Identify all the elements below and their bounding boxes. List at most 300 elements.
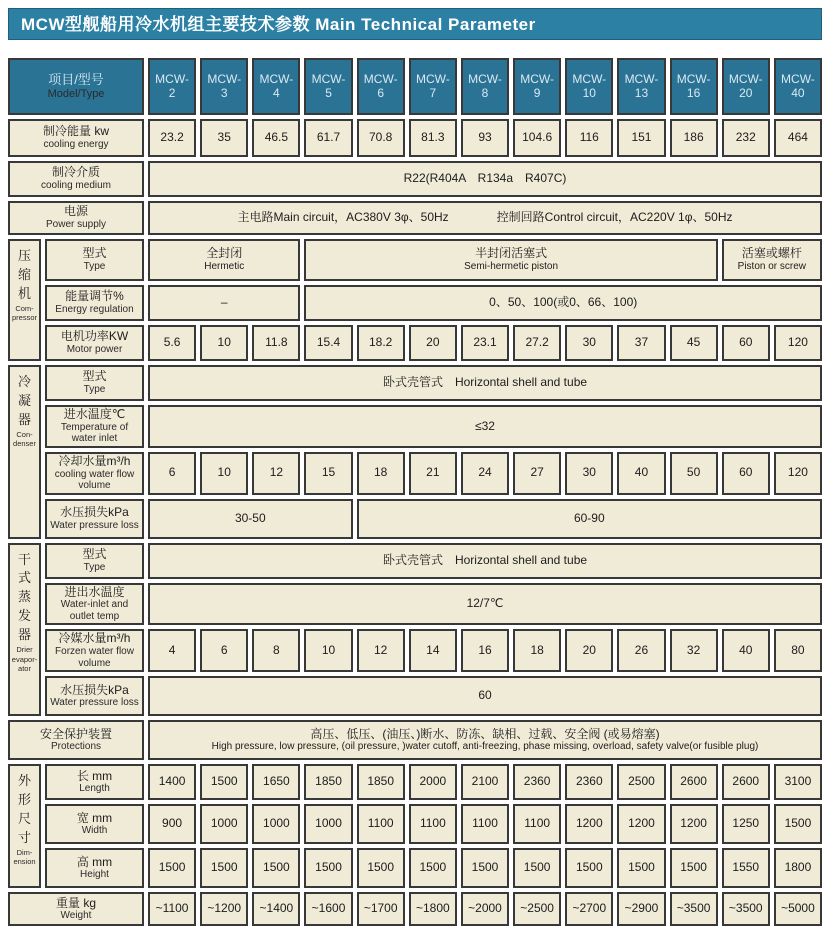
value-cell xyxy=(148,848,196,888)
row-label-zh: 进水温度℃ xyxy=(63,407,126,421)
value-text: 1200 xyxy=(628,816,655,831)
value-text: 主电路Main circuit，AC380V 3φ、50Hz 控制回路Control circuit，AC220V 1φ、50Hz xyxy=(237,210,733,225)
row-label-zh: 安全保护装置 xyxy=(39,726,112,741)
strip-en-label: evapor- xyxy=(11,654,38,664)
value-cell xyxy=(774,804,822,844)
row-label xyxy=(45,804,144,844)
row-label xyxy=(45,676,144,716)
model-header-cell xyxy=(357,58,405,115)
table-row xyxy=(45,405,822,448)
value-text: 1550 xyxy=(732,860,760,875)
value-text: 卧式壳管式 Horizontal shell and tube xyxy=(382,552,588,567)
value-text: 12 xyxy=(269,465,284,480)
row-label-zh: 型式 xyxy=(82,246,107,261)
value-text: 0、50、100(或0、66、100) xyxy=(489,295,638,310)
value-text: 45 xyxy=(686,335,701,350)
strip-zh-char: 冷 xyxy=(17,374,31,389)
value-cell xyxy=(252,452,300,495)
value-text: 23.1 xyxy=(473,335,497,350)
row-label-zh: 制冷能量 kw xyxy=(42,124,109,139)
value-cell xyxy=(774,325,822,361)
section-rows xyxy=(45,543,822,721)
value-text: 11.8 xyxy=(265,335,288,350)
value-text: 12 xyxy=(374,642,388,657)
value-cell xyxy=(357,848,405,888)
value-text: 12/7℃ xyxy=(466,596,504,611)
value-cell xyxy=(513,804,561,844)
row-label xyxy=(45,764,144,800)
value-cell xyxy=(148,804,196,844)
value-cell xyxy=(670,119,718,157)
value-cell xyxy=(461,119,509,157)
value-text: 24 xyxy=(478,465,492,480)
value-text: MCW-20 xyxy=(728,71,763,100)
value-text: 1500 xyxy=(158,860,186,875)
value-cell xyxy=(357,325,405,361)
value-text: 81.3 xyxy=(421,130,445,145)
value-cell xyxy=(461,892,509,926)
value-text: ~5000 xyxy=(781,901,815,916)
value-text: 1500 xyxy=(315,860,342,875)
table-row xyxy=(45,804,822,844)
row-label-zh: 高 mm xyxy=(76,854,113,869)
value-text: 15.4 xyxy=(316,335,341,350)
value-cell xyxy=(409,892,457,926)
strip-en-label: Com- xyxy=(15,303,34,313)
row-label-en: Protections xyxy=(50,741,102,753)
value-text: 1500 xyxy=(471,860,499,875)
value-text: ~3500 xyxy=(676,901,711,916)
row-label-zh: 电机功率KW xyxy=(60,329,129,344)
value-text: 60 xyxy=(739,335,753,350)
row-label-zh: 进出水温度 xyxy=(64,584,125,599)
row-label xyxy=(45,629,144,672)
value-text: 20 xyxy=(426,335,440,350)
value-cell xyxy=(722,848,770,888)
row-label-en: Water pressure loss xyxy=(50,519,139,531)
value-text: ~1600 xyxy=(311,901,346,916)
strip-zh-char: 凝 xyxy=(17,392,31,408)
row-label-en: Water pressure loss xyxy=(50,697,139,709)
value-cell xyxy=(252,764,300,800)
value-cell xyxy=(565,325,613,361)
model-header-cell xyxy=(565,58,613,115)
model-header-cell xyxy=(722,58,770,115)
value-text: 18 xyxy=(374,465,388,480)
section-strip-label xyxy=(8,239,41,361)
row-label-en: Type xyxy=(83,261,106,273)
value-text: 1200 xyxy=(680,816,707,831)
value-cell xyxy=(513,325,561,361)
section-rows xyxy=(45,239,822,365)
section-model-header xyxy=(8,58,822,115)
value-cell xyxy=(148,720,822,760)
value-text: 23.2 xyxy=(160,130,184,145)
row-label-en: cooling water flow volume xyxy=(54,468,135,492)
strip-zh-char: 尺 xyxy=(17,810,31,826)
value-cell xyxy=(722,325,770,361)
value-cell xyxy=(670,325,718,361)
value-text: 4 xyxy=(168,642,176,657)
strip-en-label: pressor xyxy=(11,313,37,323)
value-cell xyxy=(357,892,405,926)
value-cell xyxy=(304,804,352,844)
row-label-en: Forzen water flow volume xyxy=(55,646,134,669)
value-cell xyxy=(670,764,718,800)
value-text: 232 xyxy=(735,130,756,145)
value-text: 464 xyxy=(787,130,808,145)
value-text: 93 xyxy=(478,130,492,145)
value-text: 1500 xyxy=(419,860,447,875)
value-cell xyxy=(774,764,822,800)
value-cell xyxy=(252,325,300,361)
value-cell xyxy=(617,452,665,495)
row-label-zh: 水压损失kPa xyxy=(60,504,129,519)
row-label-zh: 型式 xyxy=(82,369,107,384)
row-label xyxy=(8,720,144,760)
value-text: 1250 xyxy=(732,816,760,831)
value-text: MCW-3 xyxy=(207,71,242,100)
value-cell xyxy=(565,848,613,888)
section-weight xyxy=(8,892,822,926)
value-cell xyxy=(148,285,300,321)
value-text: ≤32 xyxy=(475,418,495,433)
value-cell xyxy=(304,892,352,926)
table-row xyxy=(45,365,822,401)
row-label-en: Energy regulation xyxy=(55,304,134,316)
value-text: 2100 xyxy=(471,774,499,789)
row-label-zh: 宽 mm xyxy=(76,810,113,825)
value-cell xyxy=(461,452,509,495)
strip-zh-char: 外 xyxy=(17,773,31,789)
row-label-en: Temperature of water inlet xyxy=(60,421,129,445)
row-label-zh: 重量 kg xyxy=(55,895,96,910)
value-en: Hermetic xyxy=(204,261,245,273)
value-text: 1400 xyxy=(158,774,186,789)
row-label-zh: 冷媒水量m³/h xyxy=(58,631,131,646)
value-cell xyxy=(409,629,457,672)
row-label-en: Height xyxy=(80,869,109,881)
value-cell xyxy=(252,629,300,672)
value-zh: 半封闭活塞式 xyxy=(475,246,548,261)
value-text: 2360 xyxy=(575,774,603,789)
row-label xyxy=(45,285,144,321)
value-en: High pressure, low pressure, (oil pressure, )water cutoff, anti-freezing, phase missing, overload, safety valve(or fusible plug) xyxy=(211,741,759,753)
value-cell xyxy=(304,119,352,157)
row-label-en: Power supply xyxy=(45,219,107,231)
value-cell xyxy=(617,804,665,844)
value-text: 120 xyxy=(787,465,808,480)
value-text: 10 xyxy=(217,465,231,480)
value-cell xyxy=(774,452,822,495)
value-text: 27.2 xyxy=(525,335,549,350)
table-row xyxy=(45,676,822,716)
value-cell xyxy=(617,848,665,888)
value-text: 1000 xyxy=(263,816,290,831)
value-text: 50 xyxy=(686,465,701,480)
table-row xyxy=(8,201,822,235)
value-text: 1500 xyxy=(628,860,655,875)
value-text: 2000 xyxy=(419,774,447,789)
table-row xyxy=(8,720,822,760)
value-text: 1500 xyxy=(784,816,812,831)
value-cell xyxy=(722,239,822,281)
value-cell xyxy=(513,119,561,157)
value-text: 104.6 xyxy=(522,130,553,145)
row-label-zh: 项目/型号 xyxy=(48,71,104,87)
value-cell xyxy=(304,764,352,800)
value-cell xyxy=(304,239,717,281)
value-text: 37 xyxy=(634,335,649,350)
value-en: Piston or screw xyxy=(737,261,807,273)
model-header-cell xyxy=(774,58,822,115)
value-text: 1500 xyxy=(680,860,707,875)
value-text: 1500 xyxy=(367,860,395,875)
value-cell xyxy=(357,804,405,844)
section-strip-label xyxy=(8,764,41,888)
table-row xyxy=(45,543,822,579)
model-header-cell xyxy=(670,58,718,115)
row-label-zh: 长 mm xyxy=(76,768,113,783)
table-row xyxy=(45,848,822,888)
value-text: 32 xyxy=(686,642,701,657)
value-cell xyxy=(200,325,248,361)
table-row xyxy=(8,119,822,157)
value-cell xyxy=(774,629,822,672)
strip-zh-char: 寸 xyxy=(17,829,31,845)
value-cell xyxy=(670,848,718,888)
table-row xyxy=(45,629,822,672)
value-text: ~1200 xyxy=(207,901,242,916)
value-cell xyxy=(148,543,822,579)
value-text: R22(R404A R134a R407C) xyxy=(403,171,567,186)
value-cell xyxy=(148,161,822,197)
value-cell xyxy=(148,499,353,539)
value-cell xyxy=(148,452,196,495)
value-cell xyxy=(461,325,509,361)
value-cell xyxy=(304,848,352,888)
value-cell xyxy=(148,239,300,281)
value-text: 10 xyxy=(217,335,231,350)
value-text: 16 xyxy=(478,642,492,657)
value-text: 40 xyxy=(634,465,649,480)
value-cell xyxy=(200,892,248,926)
row-label xyxy=(45,325,144,361)
value-cell xyxy=(148,405,822,448)
row-label-en: Weight xyxy=(60,910,92,922)
value-text: 6 xyxy=(220,642,228,657)
row-label-zh: 水压损失kPa xyxy=(60,682,129,697)
section-power-supply xyxy=(8,201,822,235)
value-text: MCW-6 xyxy=(363,71,398,100)
value-cell xyxy=(617,892,665,926)
row-label xyxy=(45,365,144,401)
strip-en-label: denser xyxy=(13,439,36,449)
model-header-cell xyxy=(148,58,196,115)
section-cooling-medium xyxy=(8,161,822,197)
value-text: ~3500 xyxy=(728,901,763,916)
value-cell xyxy=(774,892,822,926)
row-label xyxy=(45,499,144,539)
value-text: 1000 xyxy=(210,816,238,831)
strip-zh-char: 压 xyxy=(17,248,31,263)
table-row xyxy=(45,285,822,321)
row-label xyxy=(45,239,144,281)
value-text: 2600 xyxy=(680,774,707,789)
row-label-zh: 电源 xyxy=(63,204,88,219)
value-text: MCW-9 xyxy=(520,71,555,100)
value-cell xyxy=(617,325,665,361)
row-label-en: cooling medium xyxy=(40,180,112,192)
value-text: 26 xyxy=(634,642,649,657)
value-cell xyxy=(252,848,300,888)
strip-en-label: Drier xyxy=(16,644,33,654)
page-title: MCW型舰船用冷水机组主要技术参数 Main Technical Parameter xyxy=(8,8,822,40)
strip-zh-char: 缩 xyxy=(17,266,31,282)
value-text: ~1100 xyxy=(155,901,189,916)
strip-en-label: Dim- xyxy=(16,847,33,857)
value-text: 1100 xyxy=(419,816,446,831)
value-text: 1650 xyxy=(263,774,290,789)
value-zh: 全封闭 xyxy=(206,246,243,261)
value-text: ~2700 xyxy=(572,901,607,916)
value-text: 1100 xyxy=(524,816,551,831)
value-text: 18.2 xyxy=(369,335,393,350)
value-cell xyxy=(148,764,196,800)
value-text: MCW-2 xyxy=(155,71,189,100)
row-label-zh: 型式 xyxy=(82,546,107,561)
value-cell xyxy=(461,629,509,672)
row-label xyxy=(45,583,144,626)
value-text: MCW-8 xyxy=(468,71,502,100)
value-text: 20 xyxy=(582,642,596,657)
section-cooling-energy xyxy=(8,119,822,157)
value-cell xyxy=(148,676,822,716)
value-cell xyxy=(461,764,509,800)
value-text: ~1700 xyxy=(363,901,398,916)
strip-zh-char: 蒸 xyxy=(17,589,31,605)
value-cell xyxy=(148,365,822,401)
value-cell xyxy=(409,764,457,800)
row-label-zh: 制冷介质 xyxy=(51,165,100,180)
value-text: 80 xyxy=(791,642,805,657)
row-label-en: Model/Type xyxy=(47,87,105,100)
model-header-cell xyxy=(304,58,352,115)
value-cell xyxy=(200,119,248,157)
value-text: ~1800 xyxy=(415,901,450,916)
section-dry-evaporator xyxy=(8,543,822,721)
value-text: 卧式壳管式 Horizontal shell and tube xyxy=(382,375,588,390)
value-cell xyxy=(304,629,352,672)
value-cell xyxy=(148,629,196,672)
value-cell xyxy=(304,285,822,321)
row-label xyxy=(45,405,144,448)
value-cell xyxy=(722,119,770,157)
value-cell xyxy=(722,892,770,926)
value-cell xyxy=(565,119,613,157)
value-text: 21 xyxy=(426,465,440,480)
row-label-zh: 能量调节% xyxy=(65,289,124,304)
value-text: 18 xyxy=(530,642,544,657)
value-cell xyxy=(252,804,300,844)
value-cell xyxy=(148,325,196,361)
value-cell xyxy=(148,892,196,926)
value-text: 1500 xyxy=(210,774,238,789)
value-text: 40 xyxy=(739,642,753,657)
value-text: 15 xyxy=(321,465,336,480)
value-cell xyxy=(357,452,405,495)
value-text: 35 xyxy=(217,130,231,145)
value-text: 3100 xyxy=(784,774,812,789)
row-label xyxy=(8,161,144,197)
table-row xyxy=(45,239,822,281)
model-header-cell xyxy=(252,58,300,115)
strip-zh-char: 式 xyxy=(17,570,31,586)
value-cell xyxy=(200,452,248,495)
row-label-en: Type xyxy=(83,561,106,573)
value-cell xyxy=(357,629,405,672)
value-text: 2360 xyxy=(523,774,551,789)
value-text: 120 xyxy=(787,335,808,350)
value-text: 1500 xyxy=(263,860,290,875)
value-cell xyxy=(461,804,509,844)
value-text: 61.7 xyxy=(316,130,341,145)
value-cell xyxy=(357,764,405,800)
row-label-zh: 冷却水量m³/h xyxy=(58,453,131,468)
value-cell xyxy=(304,452,352,495)
value-cell xyxy=(513,764,561,800)
value-text: – xyxy=(220,295,228,310)
row-label-en: Water-inlet and outlet temp xyxy=(60,599,129,622)
value-cell xyxy=(357,119,405,157)
strip-zh-char: 机 xyxy=(17,285,31,301)
value-text: 1850 xyxy=(367,774,395,789)
value-text: 14 xyxy=(426,642,440,657)
table-row xyxy=(8,892,822,926)
model-header-cell xyxy=(409,58,457,115)
row-label xyxy=(8,201,144,235)
section-dimensions xyxy=(8,764,822,892)
value-text: 2500 xyxy=(628,774,655,789)
strip-en-label: ator xyxy=(18,664,31,674)
table-row xyxy=(45,499,822,539)
value-text: 8 xyxy=(273,642,280,657)
value-cell xyxy=(617,764,665,800)
value-en: Semi-hermetic piston xyxy=(464,261,559,273)
table-row xyxy=(45,325,822,361)
row-label xyxy=(45,452,144,495)
table-row xyxy=(45,764,822,800)
value-cell xyxy=(200,848,248,888)
model-header-cell xyxy=(461,58,509,115)
value-cell xyxy=(148,119,196,157)
table-row xyxy=(45,452,822,495)
technical-parameter-table xyxy=(8,58,822,926)
table-row xyxy=(8,58,822,115)
value-cell xyxy=(565,892,613,926)
row-label xyxy=(8,58,144,115)
value-cell xyxy=(722,452,770,495)
section-protections xyxy=(8,720,822,760)
value-text: 1850 xyxy=(315,774,342,789)
value-text: MCW-40 xyxy=(781,71,815,100)
value-cell xyxy=(722,804,770,844)
value-cell xyxy=(513,452,561,495)
value-text: 1800 xyxy=(784,860,812,875)
value-zh: 活塞或螺杆 xyxy=(741,246,802,261)
row-label-en: Length xyxy=(79,783,110,795)
strip-zh-char: 形 xyxy=(17,792,31,808)
